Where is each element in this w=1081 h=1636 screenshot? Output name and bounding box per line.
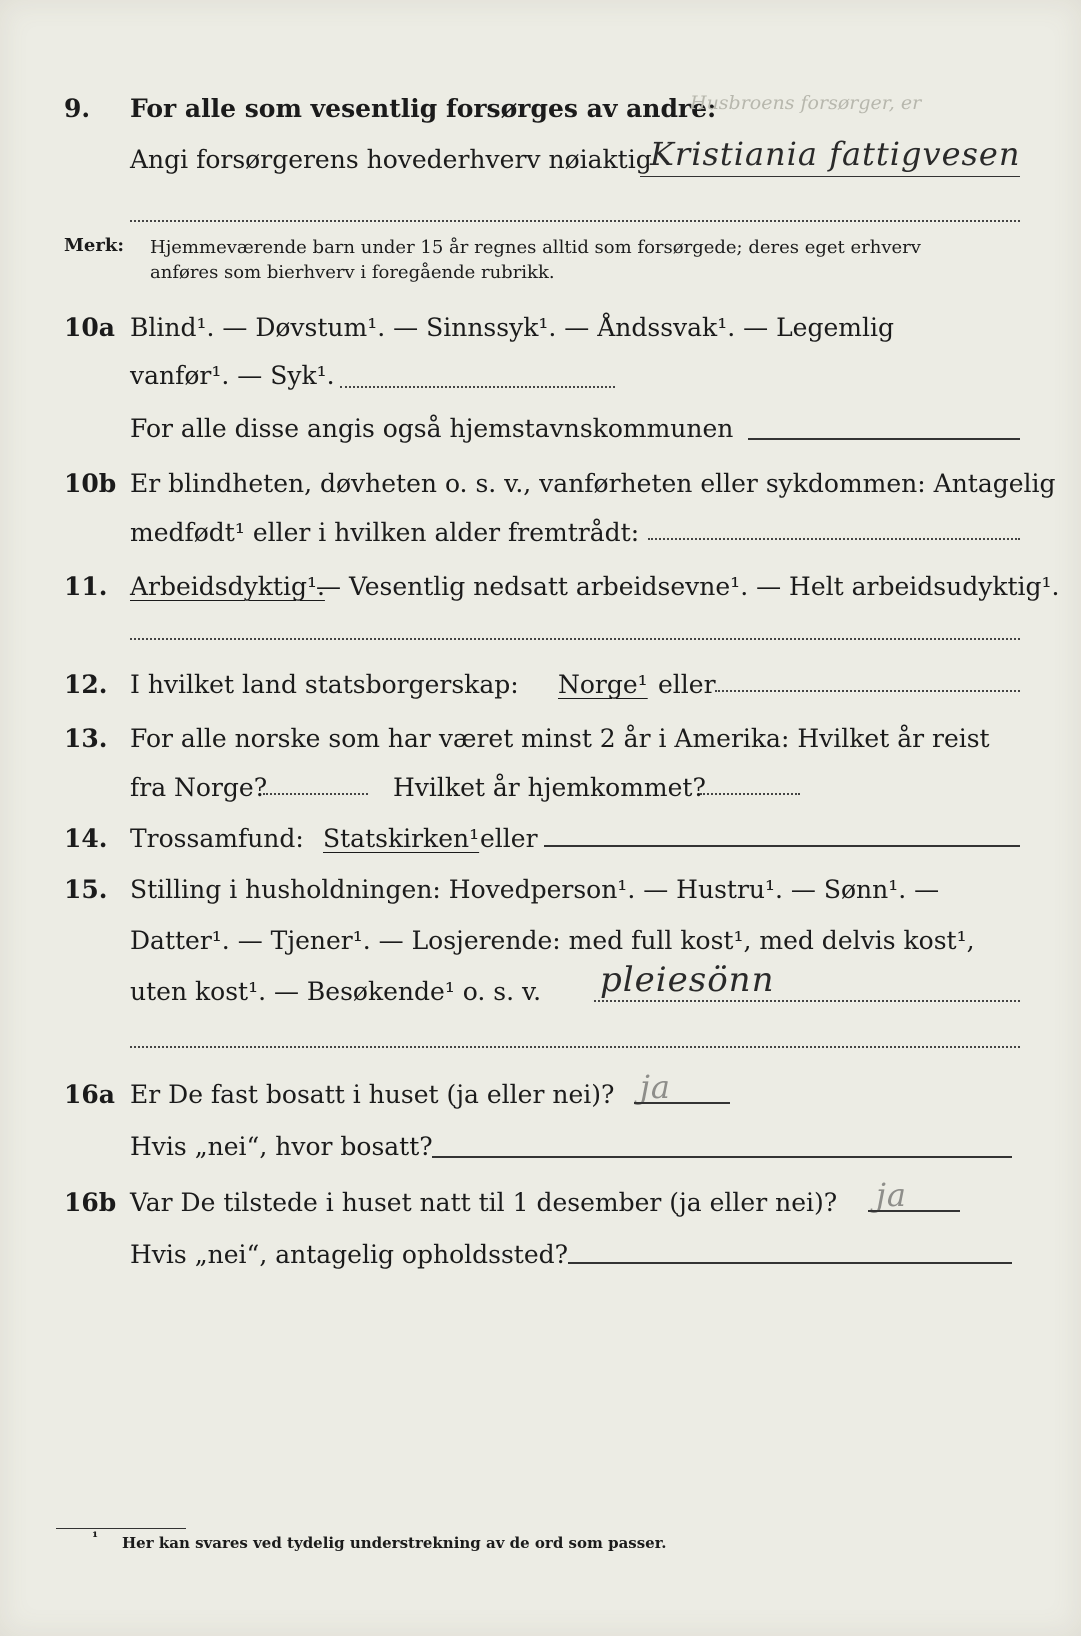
q9-line1: For alle som vesentlig forsørges av andre: <box>130 94 717 123</box>
footnote-rule <box>56 1528 186 1529</box>
q12-eller: eller <box>658 670 716 699</box>
question-number-11: 11. <box>64 572 108 601</box>
q9-line2: Angi forsørgerens hovederhverv nøiaktig <box>130 145 652 174</box>
q16a-answer-line <box>634 1102 730 1104</box>
q11-rest: — Vesentlig nedsatt arbeidsevne¹. — Helt arbeidsudyktig¹. <box>316 572 1060 601</box>
q9-handwritten-answer: Kristiania fattigvesen <box>650 135 1021 173</box>
q15-handwritten-answer: pleiesönn <box>600 960 775 1000</box>
q14-eller: eller <box>480 824 538 853</box>
q10b-line1: Er blindheten, døvheten o. s. v., vanførheten eller sykdommen: Antagelig <box>130 469 1056 498</box>
q16b-handwritten-answer: ja <box>876 1176 907 1214</box>
q15-line1: Stilling i husholdningen: Hovedperson¹. — Hustru¹. — Sønn¹. — <box>130 875 940 904</box>
q10b-line2: medfødt¹ eller i hvilken alder fremtrådt: <box>130 518 640 547</box>
q10a-line3: For alle disse angis også hjemstavnskommunen <box>130 414 734 443</box>
q16a-fill-line <box>432 1156 1012 1158</box>
q13-line1: For alle norske som har været minst 2 år i Amerika: Hvilket år reist <box>130 724 990 753</box>
q10b-fill-line <box>648 538 1020 540</box>
question-number-9: 9. <box>64 94 91 123</box>
question-number-15: 15. <box>64 875 108 904</box>
question-number-10a: 10a <box>64 313 115 342</box>
q14-fill-line <box>544 845 1020 847</box>
question-number-16a: 16a <box>64 1080 115 1109</box>
q15-fill-line <box>594 1000 1020 1002</box>
q11-underlined-choice: Arbeidsdyktig¹. <box>130 572 325 601</box>
q12-option-norge <box>558 670 648 699</box>
q9-faint-note: Husbroens forsørger, er <box>690 92 922 114</box>
footnote-mark: ¹ <box>92 1530 99 1546</box>
q11-separator <box>130 638 1020 640</box>
q13-hjemkommet-fill <box>700 793 800 795</box>
q12-underlined-choice: Norge¹ <box>558 670 648 699</box>
question-number-12: 12. <box>64 670 108 699</box>
q10a-hjemstavn-fill-line <box>748 438 1020 440</box>
q14-underlined-choice: Statskirken¹ <box>323 824 480 853</box>
q10a-line2: vanfør¹. — Syk¹. <box>130 361 335 390</box>
q16a-line1: Er De fast bosatt i huset (ja eller nei)? <box>130 1080 615 1109</box>
question-number-14: 14. <box>64 824 108 853</box>
q16b-line2: Hvis „nei“, antagelig opholdssted? <box>130 1240 569 1269</box>
q11-option-arbeidsdyktig <box>130 572 325 601</box>
q15-line2: Datter¹. — Tjener¹. — Losjerende: med full kost¹, med delvis kost¹, <box>130 926 975 955</box>
q16b-line1: Var De tilstede i huset natt til 1 desember (ja eller nei)? <box>130 1188 838 1217</box>
q14-prompt: Trossamfund: <box>130 824 304 853</box>
q12-fill-line <box>715 690 1020 692</box>
q16a-handwritten-answer: ja <box>640 1068 671 1106</box>
question-number-13: 13. <box>64 724 108 753</box>
q13-hjemkommet-label: Hvilket år hjemkommet? <box>393 773 706 802</box>
q15-separator <box>130 1046 1020 1048</box>
merk-line1: Hjemmeværende barn under 15 år regnes alltid som forsørgede; deres eget erhverv <box>150 237 921 258</box>
q9-answer-line <box>640 176 1020 177</box>
q16a-line2: Hvis „nei“, hvor bosatt? <box>130 1132 433 1161</box>
footnote-text: Her kan svares ved tydelig understrekning av de ord som passer. <box>122 1534 667 1552</box>
q16b-answer-line <box>868 1210 960 1212</box>
q12-prompt: I hvilket land statsborgerskap: <box>130 670 519 699</box>
q10a-syk-fill-line <box>340 386 615 388</box>
merk-label: Merk: <box>64 235 124 256</box>
q13-reist-label: fra Norge? <box>130 773 268 802</box>
q9-separator <box>130 220 1020 222</box>
q10a-line1: Blind¹. — Døvstum¹. — Sinnssyk¹. — Åndssvak¹. — Legemlig <box>130 313 894 342</box>
q16b-fill-line <box>568 1262 1012 1264</box>
q13-reist-fill <box>263 793 368 795</box>
q15-line3: uten kost¹. — Besøkende¹ o. s. v. <box>130 977 542 1006</box>
merk-line2: anføres som bierhverv i foregående rubrikk. <box>150 262 555 283</box>
question-number-10b: 10b <box>64 469 117 498</box>
q14-option-statskirken <box>323 824 479 853</box>
question-number-16b: 16b <box>64 1188 117 1217</box>
